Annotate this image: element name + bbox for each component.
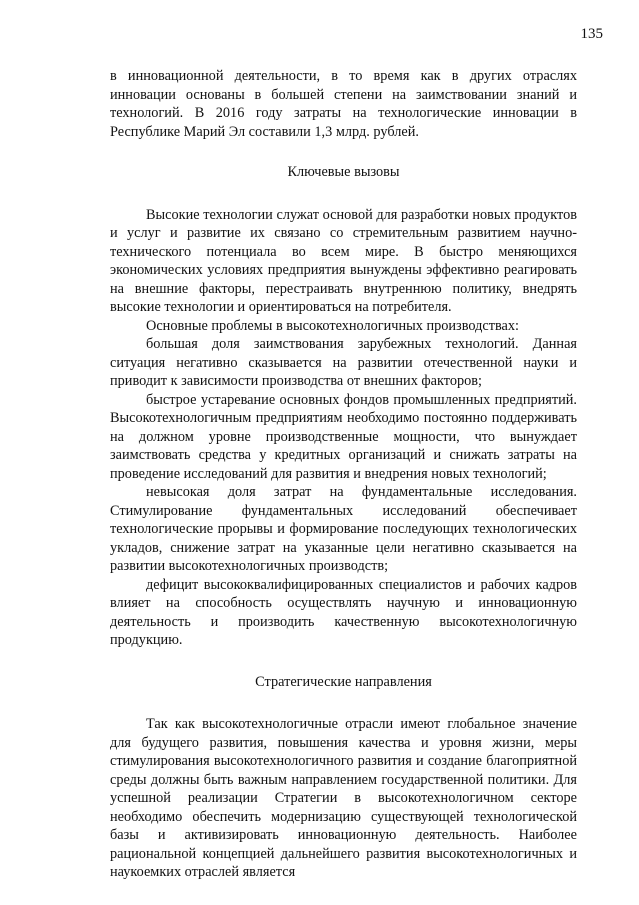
section-heading-strategic-directions: Стратегические направления [255, 673, 432, 690]
intro-paragraph: в инновационной деятельности, в то время как в других отраслях инновации основаны в большей степени на заимствовании знаний и технологий. В 2016 году затраты на технологические инновации в Республике Марий Эл составили 1,3 млрд. рублей. [110, 68, 577, 140]
list-item-paragraph: быстрое устаревание основных фондов промышленных предприятий. Высокотехнологичным предприятиям необходимо постоянно поддерживать на должном уровне производственные мощности, что вынуждает заимствовать средства у кредитных организаций и снижать затраты на проведение исследований для развития и внедрения новых технологий; [110, 391, 577, 482]
list-item-paragraph: невысокая доля затрат на фундаментальные исследования. Стимулирование фундаментальных исследований обеспечивает технологические прорывы и формирование последующих технологических укладов, снижение затрат на указанные цели негативно сказывается на развитии высокотехнологичных производств; [110, 484, 577, 574]
section-heading-key-challenges: Ключевые вызовы [287, 164, 400, 180]
body-paragraph: Основные проблемы в высокотехнологичных производствах: [146, 317, 519, 334]
page-number: 135 [580, 26, 603, 42]
body-paragraph: Так как высокотехнологичные отрасли имеют глобальное значение для будущего развития, повышения качества и уровня жизни, меры стимулирования высокотехнологичного развития и создание благоприятной среды должны быть важным направлением государственной политики. Для успешной реализации Стратегии в высокотехнологичном секторе необходимо обеспечить модернизацию существующей технологической базы и активизировать инновационную деятельность. Наиболее рациональной концепцией дальнейшего развития высокотехнологичных и наукоемких отраслей является [110, 716, 577, 880]
list-item-paragraph: большая доля заимствования зарубежных технологий. Данная ситуация негативно сказывается на развитии отечественной науки и приводит к зависимости производства от внешних факторов; [110, 336, 577, 389]
body-paragraph: Высокие технологии служат основой для разработки новых продуктов и услуг и развитие их связано со стремительным развитием научно-технического потенциала во всем мире. В быстро меняющихся экономических условиях предприятия вынуждены эффективно реагировать на внешние факторы, перестраивать внутреннюю политику, внедрять высокие технологии и ориентироваться на потребителя. [110, 206, 577, 315]
page-content [110, 67, 577, 882]
list-item-paragraph: дефицит высококвалифицированных специалистов и рабочих кадров влияет на способность осуществлять научную и инновационную деятельность и производить качественную высокотехнологичную продукцию. [110, 576, 577, 648]
